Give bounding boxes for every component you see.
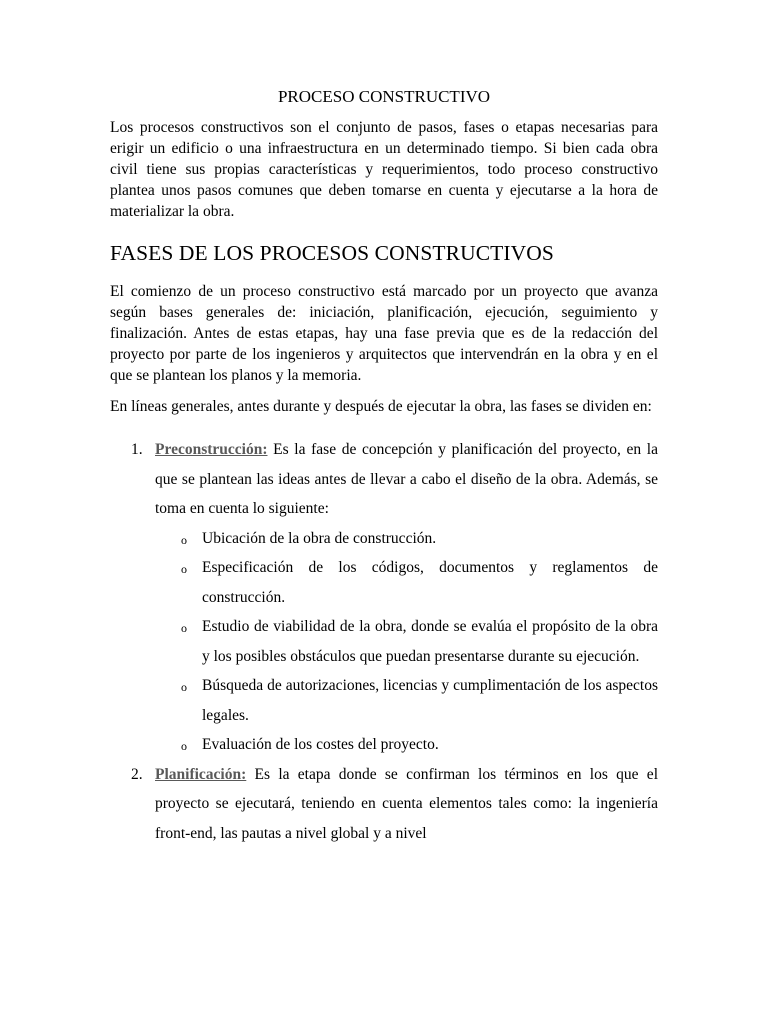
list-item-text: Evaluación de los costes del proyecto.: [202, 736, 439, 753]
list-item-text: Especificación de los códigos, documentos y reglamentos de construcción.: [202, 559, 658, 606]
phase-description: Es la fase de concepción y planificación del proyecto, en la que se plantean las ideas antes de llevar a cabo el diseño de la obra. Además, se toma en cuenta lo siguiente:: [155, 441, 658, 517]
bullet-icon: o: [181, 621, 187, 635]
document-page: [110, 86, 658, 848]
list-item: [155, 671, 658, 730]
section-heading: FASES DE LOS PROCESOS CONSTRUCTIVOS: [110, 241, 554, 265]
list-item-text: Búsqueda de autorizaciones, licencias y cumplimentación de los aspectos legales.: [202, 677, 658, 724]
paragraph-phases-overview: El comienzo de un proceso constructivo está marcado por un proyecto que avanza según bases generales de: iniciación, planificación, ejecución, seguimiento y finalización. Antes de estas etapas, hay una fase previa que es de la redacción del proyecto por parte de los ingenieros y arquitectos que intervendrán en la obra y en el que se plantean los planos y la memoria.: [110, 283, 658, 384]
bullet-icon: o: [181, 532, 187, 547]
phase-planificacion: [110, 760, 658, 849]
phase-number: 2.: [131, 765, 143, 783]
list-item-text: Ubicación de la obra de construcción.: [202, 529, 437, 547]
phase-name: Planificación:: [155, 765, 247, 783]
phase-description: Es la etapa donde se confirman los términos en los que el proyecto se ejecutará, teniendo en cuenta elementos tales como: la ingeniería front-end, las pautas a nivel global y a nivel: [155, 765, 658, 842]
phase-preconstruccion: [110, 435, 658, 760]
phase-text: [155, 435, 658, 524]
phase-name: Preconstrucción:: [155, 441, 268, 458]
bullet-icon: o: [181, 562, 187, 576]
bullet-icon: o: [181, 680, 187, 694]
paragraph-phases-intro: En líneas generales, antes durante y después de ejecutar la obra, las fases se dividen en:: [110, 398, 652, 415]
bullet-icon: o: [181, 739, 187, 753]
list-item: [155, 524, 658, 554]
intro-paragraph: Los procesos constructivos son el conjunto de pasos, fases o etapas necesarias para erigir un edificio o una infraestructura en un determinado tiempo. Si bien cada obra civil tiene sus propias características y requerimientos, todo proceso constructivo plantea unos pasos comunes que deben tomarse en cuenta y ejecutarse a la hora de materializar la obra.: [110, 119, 658, 220]
phase-number: 1.: [131, 441, 143, 458]
list-item: [155, 612, 658, 671]
phase-text: [155, 760, 658, 849]
list-item: [155, 553, 658, 612]
list-item-text: Estudio de viabilidad de la obra, donde se evalúa el propósito de la obra y los posibles obstáculos que puedan presentarse durante su ejecución.: [202, 618, 658, 665]
phase-sub-list: [155, 524, 658, 760]
document-title: PROCESO CONSTRUCTIVO: [277, 87, 491, 106]
list-item: [155, 730, 658, 760]
